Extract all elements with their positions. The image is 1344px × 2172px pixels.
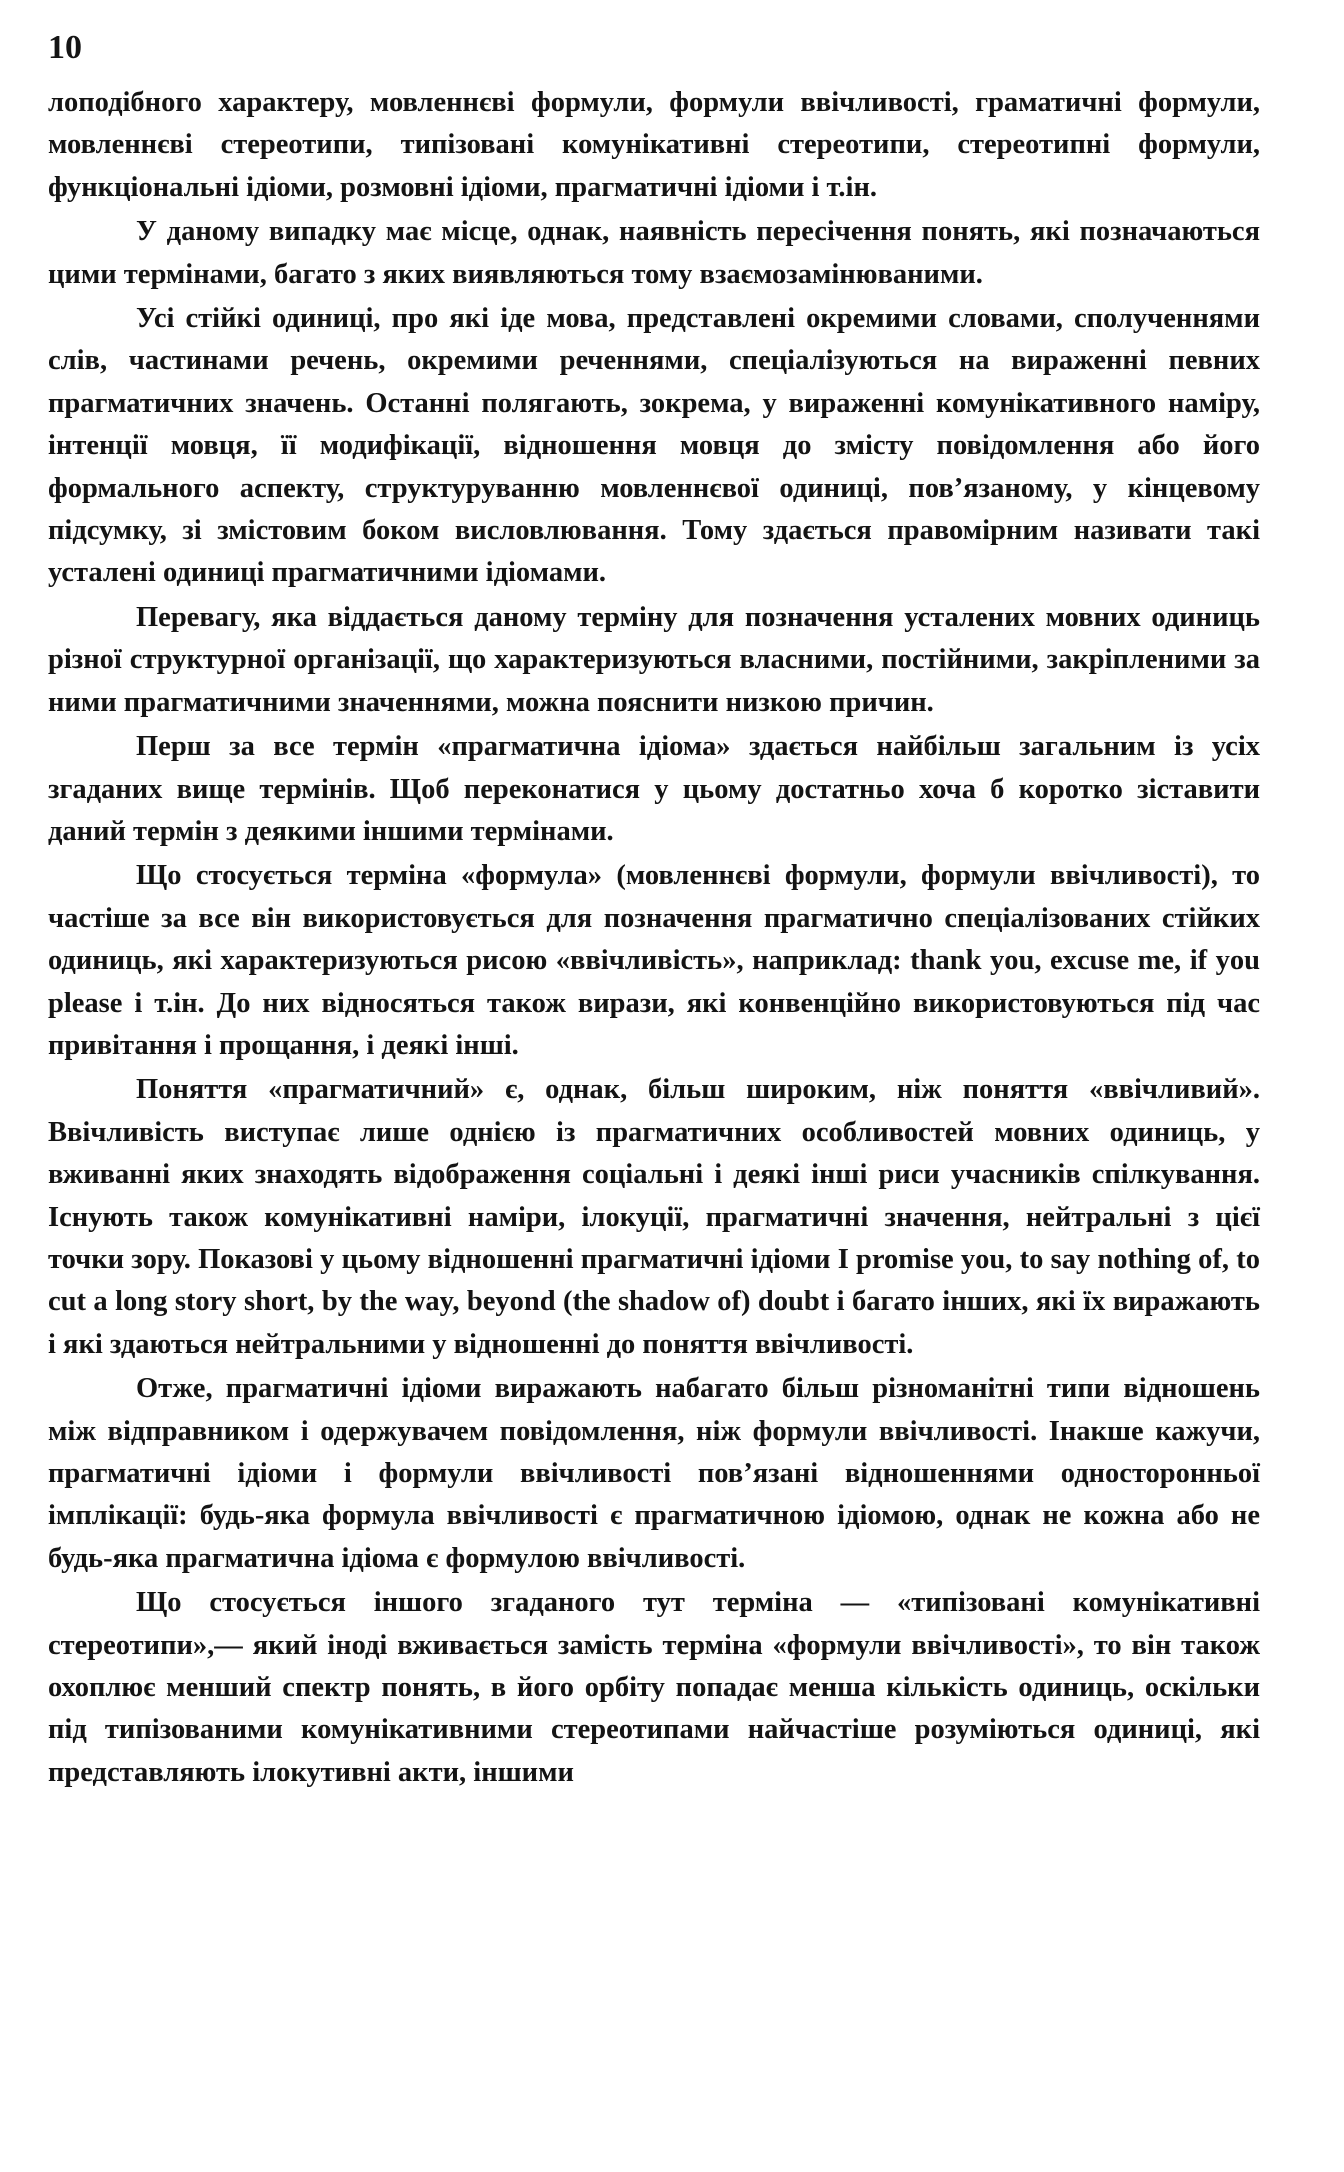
book-page [48, 28, 1260, 1794]
page-number: 10 [48, 29, 82, 66]
paragraph-4: Перевагу, яка віддається даному терміну для позначення усталених мовних одиниць різної структурної організації, що характеризуються власними, постійними, закріпленими за ними прагматичними значеннями, можна пояснити низкою причин. [48, 601, 1260, 718]
paragraph-5: Перш за все термін «прагматична ідіома» здається найбільш загальним із усіх згаданих вище термінів. Щоб переконатися у цьому достатньо хоча б коротко зіставити даний термін з деякими іншими термінами. [48, 731, 1260, 847]
paragraph-9: Що стосується іншого згаданого тут терміна — «типізовані комунікативні стереотипи»,— який іноді вживається замість терміна «формули ввічливості», то він також охоплює менший спектр понять, в його орбіту попадає менша кількість одиниць, оскільки під типізованими комунікативними стереотипами найчастіше розуміються одиниці, які представляють ілокутивні акти, іншими [48, 1587, 1260, 1788]
paragraph-8: Отже, прагматичні ідіоми виражають набагато більш різноманітні типи відношень між відправником і одержувачем повідомлення, ніж формули ввічливості. Інакше кажучи, прагматичні ідіоми і формули ввічливості пов’язані відношеннями односторонньої імплікації: будь-яка формула ввічливості є прагматичною ідіомою, однак не кожна або не будь-яка прагматична ідіома є формулою ввічливості. [48, 1373, 1260, 1574]
paragraph-6: Що стосується терміна «формула» (мовленнєві формули, формули ввічливості), то частіше за все він використовується для позначення прагматично спеціалізованих стійких одиниць, які характеризуються рисою «ввічливість», наприклад: thank you, excuse me, if you please і т.ін. До них відносяться також вирази, які конвенційно використовуються під час привітання і прощання, і деякі інші. [48, 860, 1260, 1061]
paragraph-3: Усі стійкі одиниці, про які іде мова, представлені окремими словами, сполученнями слів, частинами речень, окремими реченнями, спеціалізуються на вираженні певних прагматичних значень. Останні полягають, зокрема, у вираженні комунікативного наміру, інтенції мовця, її модифікації, відношення мовця до змісту повідомлення або його формального аспекту, структуруванню мовленнєвої одиниці, пов’язаному, у кінцевому підсумку, зі змістовим боком висловлювання. Тому здається правомірним називати такі усталені одиниці прагматичними ідіомами. [48, 303, 1260, 589]
paragraph-1: лоподібного характеру, мовленнєві формули, формули ввічливості, граматичні формули, мовленнєві стереотипи, типізовані комунікативні стереотипи, стереотипні формули, функціональні ідіоми, розмовні ідіоми, прагматичні ідіоми і т.ін. [48, 87, 1260, 203]
paragraph-7: Поняття «прагматичний» є, однак, більш широким, ніж поняття «ввічливий». Ввічливість виступає лише однією із прагматичних особливостей мовних одиниць, у вживанні яких знаходять відображення соціальні і деякі інші риси учасників спілкування. Існують також комунікативні наміри, ілокуції, прагматичні значення, нейтральні з цієї точки зору. Показові у цьому відношенні прагматичні ідіоми I promise you, to say nothing of, to cut a long story short, by the way, beyond (the shadow of) doubt і багато інших, які їх виражають і які здаються нейтральними у відношенні до поняття ввічливості. [48, 1074, 1260, 1360]
paragraph-2: У даному випадку має місце, однак, наявність пересічення понять, які позначаються цими термінами, багато з яких виявляються тому взаємозамінюваними. [48, 216, 1260, 290]
